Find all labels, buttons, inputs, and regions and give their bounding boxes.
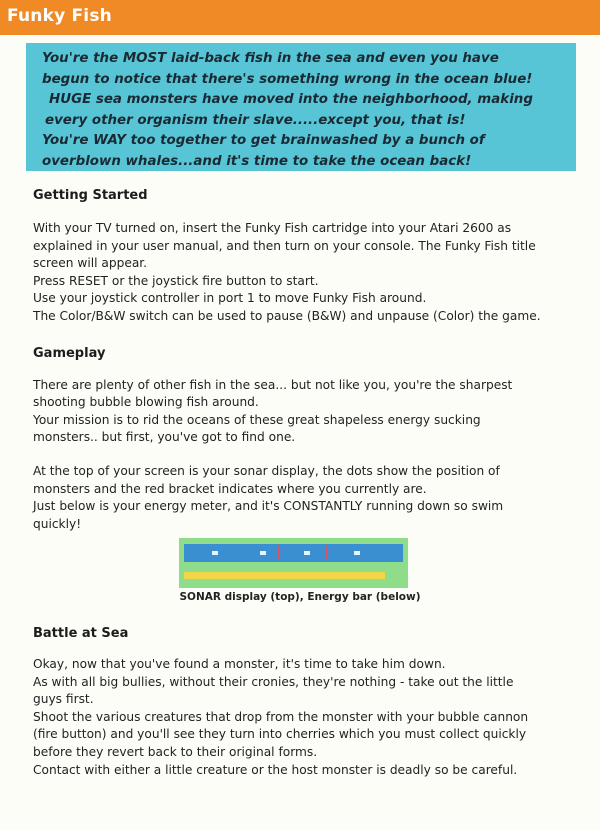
monster-dot <box>304 551 310 555</box>
monster-dot <box>354 551 360 555</box>
intro-line: HUGE sea monsters have moved into the neighborhood, making <box>49 92 533 107</box>
paragraph-line: shooting bubble blowing fish around. <box>33 395 259 410</box>
energy-bar <box>184 572 385 579</box>
figure-caption: SONAR display (top), Energy bar (below) <box>179 591 421 603</box>
header-band <box>0 0 600 35</box>
intro-box <box>26 43 576 171</box>
heading-battle-at-sea: Battle at Sea <box>33 626 129 641</box>
paragraph-line: Contact with either a little creature or the host monster is deadly so be careful. <box>33 762 518 777</box>
paragraph-line: Okay, now that you've found a monster, it's time to take him down. <box>33 657 446 671</box>
paragraph-line: At the top of your screen is your sonar display, the dots show the position of <box>33 463 500 478</box>
intro-line: You're WAY too together to get brainwashed by a bunch of <box>42 133 485 148</box>
paragraph-line: With your TV turned on, insert the Funky Fish cartridge into your Atari 2600 as <box>33 221 512 235</box>
monster-dot <box>260 551 266 555</box>
paragraph-line: screen will appear. <box>33 256 148 271</box>
sonar-figure <box>179 538 408 588</box>
paragraph-line: As with all big bullies, without their cronies, they're nothing - take out the little <box>33 674 514 689</box>
paragraph-line: monsters and the red bracket indicates where you currently are. <box>33 481 427 496</box>
paragraph-line: Use your joystick controller in port 1 to move Funky Fish around. <box>33 291 427 306</box>
sonar-display <box>184 544 403 562</box>
paragraph-line: monsters.. but first, you've got to find one. <box>33 430 296 445</box>
paragraph-line: Press RESET or the joystick fire button to start. <box>33 273 319 288</box>
page-title: Funky Fish <box>7 6 112 26</box>
paragraph-line: quickly! <box>33 516 82 531</box>
intro-line: You're the MOST laid-back fish in the sea and even you have <box>42 51 499 66</box>
paragraph-line: Just below is your energy meter, and it's CONSTANTLY running down so swim <box>33 499 504 514</box>
paragraph-line: The Color/B&W switch can be used to pause (B&W) and unpause (Color) the game. <box>33 308 541 323</box>
paragraph-line: before they revert back to their original forms. <box>33 744 318 759</box>
paragraph-line: guys first. <box>33 692 94 707</box>
intro-line: every other organism their slave.....except you, that is! <box>45 112 466 128</box>
heading-gameplay: Gameplay <box>33 345 106 361</box>
paragraph-line: There are plenty of other fish in the sea... but not like you, you're the sharpest <box>33 377 513 392</box>
paragraph-line: Your mission is to rid the oceans of these great shapeless energy sucking <box>33 412 481 427</box>
battle-section <box>33 624 573 779</box>
intro-line: overblown whales...and it's time to take the ocean back! <box>42 153 472 169</box>
paragraph-line: explained in your user manual, and then turn on your console. The Funky Fish title <box>33 238 536 253</box>
player-bracket <box>277 545 327 560</box>
monster-dot <box>212 551 218 555</box>
paragraph-line: Shoot the various creatures that drop from the monster with your bubble cannon <box>33 709 529 724</box>
intro-line: begun to notice that there's something wrong in the ocean blue! <box>42 71 533 87</box>
paragraph-line: (fire button) and you'll see they turn into cherries which you must collect quickly <box>33 727 527 742</box>
heading-getting-started: Getting Started <box>33 188 148 203</box>
manual-content <box>33 186 573 533</box>
